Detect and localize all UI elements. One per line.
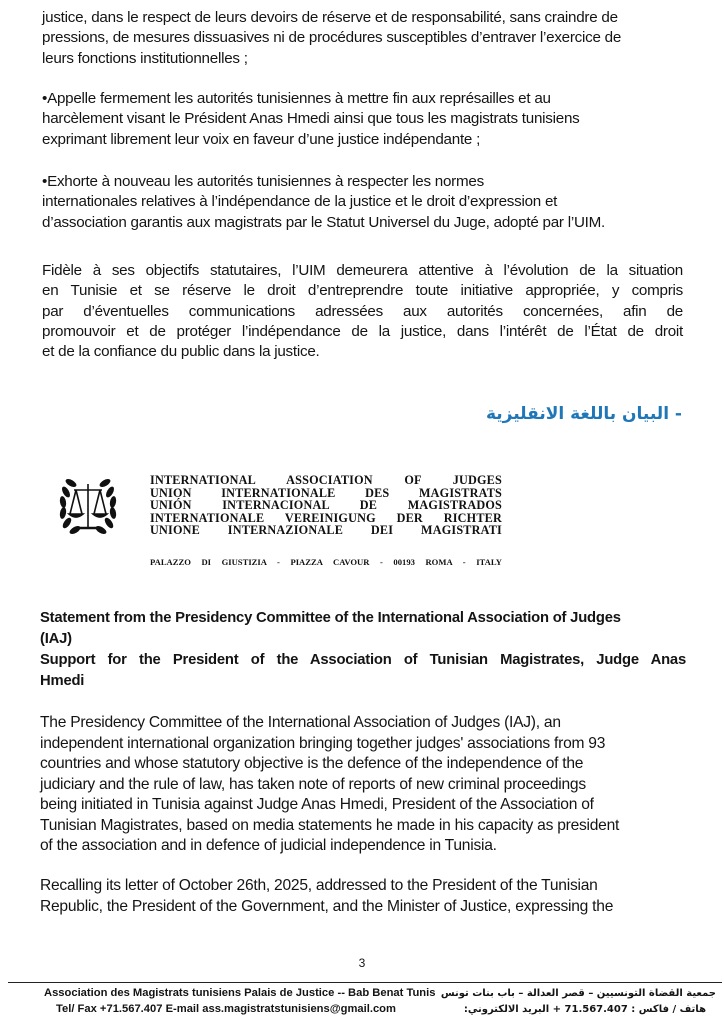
paragraph-exhorte xyxy=(42,172,682,233)
footer-contact-fr: Tel/ Fax +71.567.407 E-mail ass.magistratstunisiens@gmail.com xyxy=(56,1003,396,1015)
footer-address-ar: جمعية القضاة التونسيين – قصر العدالة – باب بنات تونس xyxy=(440,988,716,999)
paragraph-fidele xyxy=(42,261,683,362)
footer-contact-ar: هاتف / فاكس : 71.567.407 + البريد الالكتروني: xyxy=(463,1004,706,1015)
text-line: Republic, the President of the Government, and the Minister of Justice, expressing the xyxy=(40,897,614,915)
text-line: pressions, de mesures dissuasives ni de procédures susceptibles d’entraver l’exercice de xyxy=(42,29,622,47)
paragraph-recalling xyxy=(40,876,680,917)
statement-title xyxy=(40,608,686,692)
letterhead-line: INTERNATIONAL ASSOCIATION OF JUDGES xyxy=(150,473,502,487)
letterhead-names xyxy=(150,474,502,537)
letterhead-address: PALAZZO DI GIUSTIZIA - PIAZZA CAVOUR - 00193 ROMA - ITALY xyxy=(150,557,502,567)
text-line: The Presidency Committee of the International Association of Judges (IAJ), an xyxy=(40,714,561,731)
text-line: en Tunisie et se réserve le droit d’entreprendre toute initiative appropriée, y compris xyxy=(42,282,683,300)
text-line: par d’éventuelles communications adressées aux autorités concernées, afin de xyxy=(42,302,683,320)
title-line: Statement from the Presidency Committee of the International Association of Judges xyxy=(40,610,621,626)
text-line: exprimant librement leur voix en faveur d’une justice indépendante ; xyxy=(42,130,481,148)
subtitle-line: Support for the President of the Association of Tunisian Magistrates, Judge Anas xyxy=(40,652,686,668)
letterhead-line: UNION INTERNATIONALE DES MAGISTRATS xyxy=(150,485,502,500)
footer-divider xyxy=(8,982,722,983)
letterhead-line: INTERNATIONALE VEREINIGUNG DER RICHTER xyxy=(150,510,502,525)
arabic-section-heading: - البيان باللغة الانقليزية xyxy=(485,404,682,424)
text-line: Fidèle à ses objectifs statutaires, l’UIM demeurera attentive à l’évolution de la situation xyxy=(42,262,683,279)
paragraph-appel xyxy=(42,89,682,150)
text-line: internationales relatives à l’indépendance de la justice et le droit d’expression et xyxy=(42,193,558,211)
page-number: 3 xyxy=(358,956,366,970)
subtitle-line: Hmedi xyxy=(40,673,85,689)
text-line: being initiated in Tunisia against Judge Anas Hmedi, President of the Association of xyxy=(40,796,594,813)
footer-address-fr: Association des Magistrats tunisiens Palais de Justice -- Bab Benat Tunis xyxy=(44,987,436,999)
text-line: independent international organization bringing together judges' associations from 93 xyxy=(40,734,606,752)
text-line: Recalling its letter of October 26th, 2025, addressed to the President of the Tunisian xyxy=(40,877,598,894)
paragraph-continuation xyxy=(42,8,682,69)
text-line: of the association and in defence of judicial independence in Tunisia. xyxy=(40,837,497,854)
text-line: Tunisian Magistrates, based on media statements he made in his capacity as president xyxy=(40,816,620,834)
scales-of-justice-laurel-icon xyxy=(56,474,120,540)
text-line: •Appelle fermement les autorités tunisiennes à mettre fin aux représailles et au xyxy=(42,90,551,107)
text-line: •Exhorte à nouveau les autorités tunisiennes à respecter les normes xyxy=(42,173,484,190)
text-line: harcèlement visant le Président Anas Hmedi ainsi que tous les magistrats tunisiens xyxy=(42,110,580,128)
text-line: et de la confiance du public dans la justice. xyxy=(42,343,320,361)
title-line: (IAJ) xyxy=(40,631,72,647)
iaj-letterhead xyxy=(56,474,502,584)
letterhead-line: UNIÓN INTERNACIONAL DE MAGISTRADOS xyxy=(150,498,502,513)
text-line: d’association garantis aux magistrats par le Statut Universel du Juge, adopté par l’UIM. xyxy=(42,213,606,231)
text-line: countries and whose statutory objective is the defence of the independence of the xyxy=(40,755,584,772)
text-line: justice, dans le respect de leurs devoirs de réserve et de responsabilité, sans craindre de xyxy=(42,9,618,26)
text-line: judiciary and the rule of law, has taken note of reports of new criminal proceedings xyxy=(40,775,586,793)
text-line: promouvoir et de protéger l’indépendance de la justice, dans l’intérêt de l’État de droit xyxy=(42,322,683,340)
text-line: leurs fonctions institutionnelles ; xyxy=(42,49,248,67)
paragraph-presidency xyxy=(40,713,680,857)
letterhead-line: UNIONE INTERNAZIONALE DEI MAGISTRATI xyxy=(150,523,502,538)
